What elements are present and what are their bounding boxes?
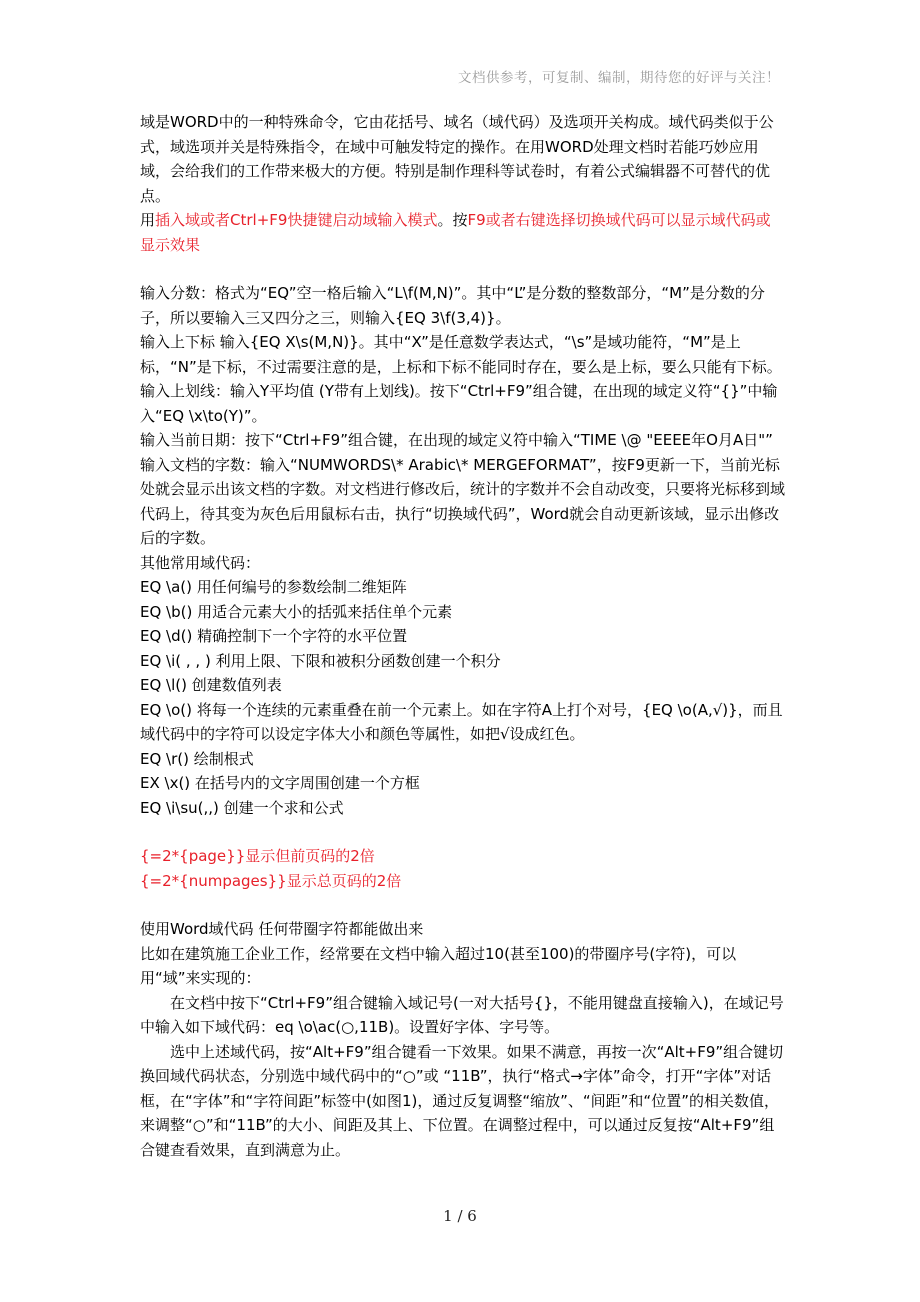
wordcount-paragraph: 输入文档的字数：输入“NUMWORDS\* Arabic\* MERGEFORMAT”，按F9更新一下，当前光标处就会显示出该文档的字数。对文档进行修改后，统计的字数并不会自动改变，只要将光标移到域代码上，待其变为灰色后用鼠标右击，执行“切换域代码”，Word就会自动更新该域，显示出修改后的字数。	[140, 455, 786, 547]
overline-paragraph: 输入上划线：输入Y平均值 (Y带有上划线)。按下“Ctrl+F9”组合键，在出现的域定义符“{}”中输入“EQ \x\to(Y)”。	[140, 382, 778, 425]
code-line: EQ \a() 用任何编号的参数绘制二维矩阵	[140, 578, 407, 596]
code-line: EQ \b() 用适合元素大小的括弧来括住单个元素	[140, 602, 453, 621]
code-line: EQ \o() 将每一个连续的元素重叠在前一个元素上。如在字符A上打个对号，{EQ \o(A,√)}，而且域代码中的字符可以设定字体大小和颜色等属性，如把√设成红色。	[140, 700, 783, 743]
code-line: EQ \i( , , ) 利用上限、下限和被积分函数创建一个积分	[140, 651, 501, 670]
header-note: 文档供参考，可复制、编制，期待您的好评与关注！	[458, 70, 780, 86]
code-line: EQ \d() 精确控制下一个字符的水平位置	[140, 627, 408, 645]
subsup-paragraph: 输入上下标 输入{EQ X\s(M,N)}。其中“X”是任意数学表达式，“\s”是域功能符，“M”是上标，“N”是下标，不过需要注意的是，上标和下标不能同时存在，要么是上标，要么只能有下标。	[140, 333, 782, 376]
other-codes-heading: 其他常用域代码：	[140, 553, 261, 572]
fraction-paragraph: 输入分数：格式为“EQ”空一格后输入“L\f(M,N)”。其中“L”是分数的整数部分，“M”是分数的分子，所以要输入三又四分之三，则输入{EQ 3\f(3,4)}。	[140, 284, 765, 327]
page-field-line: {=2*{page}}显示但前页码的2倍	[140, 847, 375, 865]
tip-middle: 。按	[437, 211, 468, 229]
page-field-line: {=2*{numpages}}显示总页码的2倍	[140, 871, 402, 890]
tip-paragraph	[140, 208, 785, 257]
document-body	[140, 110, 785, 1162]
circle-paragraph-2: 在文档中按下“Ctrl+F9”组合键输入域记号(一对大括号{}，不能用键盘直接输入)，在域记号中输入如下域代码：eq \o\ac(○,11B)。设置好字体、字号等。	[140, 993, 784, 1036]
circle-paragraph-3: 选中上述域代码，按“Alt+F9”组合键看一下效果。如果不满意，再按一次“Alt+F9”组合键切换回域代码状态，分别选中域代码中的“○”或 “11B”，执行“格式→字体”命令，打开“字体”对话框，在“字体”和“字符间距”标签中(如图1)，通过反复调整“缩放”、“间距”和“位置”的相关数值，来调整“○”和“11B”的大小、间距及其上、下位置。在调整过程中，可以通过反复按“Alt+F9”组合键查看效果，直到满意为止。	[140, 1042, 784, 1159]
intro-paragraph: 域是WORD中的一种特殊命令，它由花括号、域名（域代码）及选项开关构成。域代码类似于公式，域选项并关是特殊指令，在域中可触发特定的操作。在用WORD处理文档时若能巧妙应用域，会给我们的工作带来极大的方便。特别是制作理科等试卷时，有着公式编辑器不可替代的优点。	[140, 113, 774, 205]
tip-highlight-2: F9或者右键选择切换域代码可以显示域代码或显示效果	[140, 211, 771, 254]
code-line: EQ \r() 绘制根式	[140, 749, 254, 768]
tip-highlight-1: 插入域或者Ctrl+F9快捷键启动域输入模式	[155, 211, 438, 229]
circle-section-title: 使用Word域代码 任何带圈字符都能做出来	[140, 920, 424, 938]
code-line: EX \x() 在括号内的文字周围创建一个方框	[140, 774, 420, 792]
code-line: EQ \l() 创建数值列表	[140, 676, 282, 694]
page-number: 1 / 6	[443, 1207, 477, 1225]
circle-paragraph-1: 比如在建筑施工企业工作，经常要在文档中输入超过10(甚至100)的带圈序号(字符)，可以用“域”来实现的：	[140, 944, 737, 987]
tip-prefix: 用	[140, 211, 156, 229]
date-paragraph: 输入当前日期：按下“Ctrl+F9”组合键，在出现的域定义符中输入“TIME \@ "EEEE年O月A日"”	[140, 431, 773, 449]
code-line: EQ \i\su(,,) 创建一个求和公式	[140, 798, 344, 817]
